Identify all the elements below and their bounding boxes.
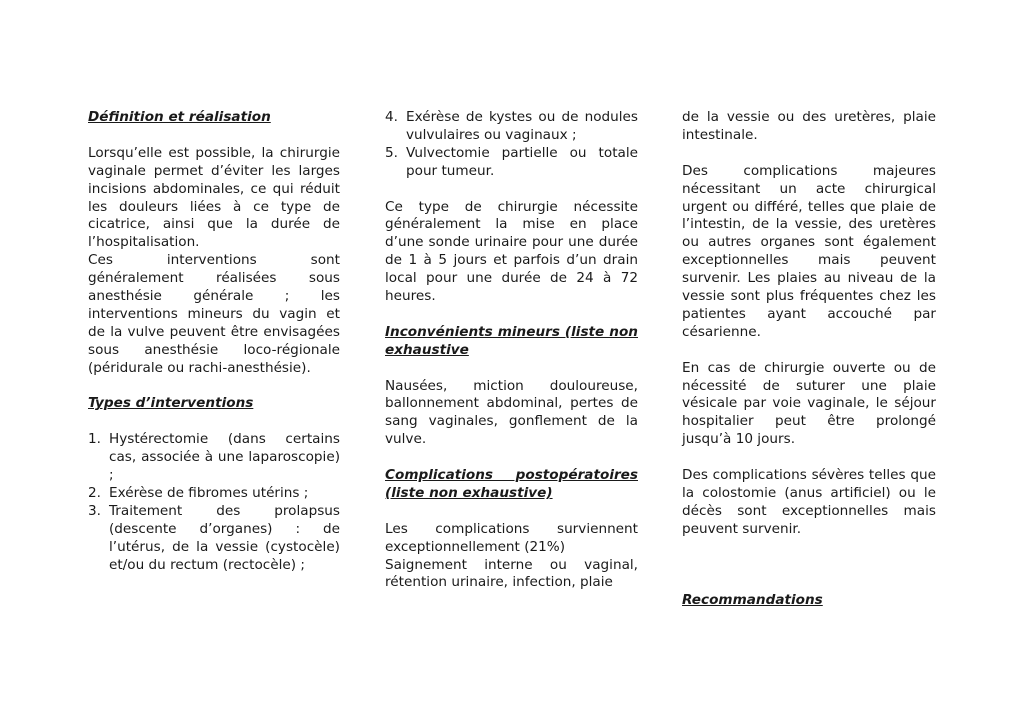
list-number: 2.	[88, 484, 101, 501]
paragraph-plaie-continued: de la vessie ou des uretères, plaie intestinale.	[682, 109, 936, 143]
heading-definition: Définition et réalisation	[88, 109, 271, 125]
types-list-continued	[385, 109, 638, 181]
list-item	[385, 145, 638, 181]
paragraph-anesthesia: Ces interventions sont généralement réalisées sous anesthésie générale ; les interventions mineurs du vagin et de la vulve peuvent être envisagées sous anesthésie loco-régionale (péridurale ou rachi-anesthésie).	[88, 252, 340, 376]
paragraph-minor-drawbacks: Nausées, miction douloureuse, ballonnement abdominal, pertes de sang vaginales, gonflement de la vulve.	[385, 377, 638, 448]
list-number: 5.	[385, 144, 398, 161]
paragraph-intro: Lorsqu’elle est possible, la chirurgie vaginale permet d’éviter les larges incisions abdominales, ce qui réduit les douleurs liées à ce type de cicatrice, ainsi que la durée de l’hospitalisation.	[88, 144, 340, 251]
paragraph-major-complications: Des complications majeures nécessitant un acte chirurgical urgent ou différé, telles que plaie de l’intestin, de la vessie, des uretères ou autres organes sont également exceptionnelles mais peuvent survenir. Les plaies au niveau de la vessie sont plus fréquentes chez les patientes ayant accouché par césarienne.	[682, 162, 936, 340]
list-item	[88, 485, 340, 503]
paragraph-complications-list: Saignement interne ou vaginal, rétention urinaire, infection, plaie	[385, 556, 638, 591]
paragraph-open-surgery: En cas de chirurgie ouverte ou de nécessité de suturer une plaie vésicale par voie vaginale, le séjour hospitalier peut être prolongé jusqu’à 10 jours.	[682, 359, 936, 448]
heading-complications: Complications postopératoires (liste non exhaustive)	[385, 467, 638, 501]
list-text: Exérèse de fibromes utérins ;	[109, 484, 309, 501]
list-item	[88, 503, 340, 575]
column-1	[88, 109, 340, 592]
list-number: 4.	[385, 109, 398, 125]
list-item	[88, 431, 340, 485]
paragraph-severe-complications: Des complications sévères telles que la colostomie (anus artificiel) ou le décès sont exceptionnelles mais peuvent survenir.	[682, 467, 936, 537]
list-number: 3.	[88, 502, 101, 519]
spacer	[682, 539, 936, 593]
column-2	[385, 109, 638, 610]
paragraph-complications-rate: Les complications surviennent exceptionnellement (21%)	[385, 520, 638, 555]
heading-minor-drawbacks: Inconvénients mineurs (liste non exhaustive	[385, 323, 638, 358]
list-text: Hystérectomie (dans certains cas, associée à une laparoscopie) ;	[109, 431, 340, 484]
column-3	[682, 109, 936, 628]
list-text: Vulvectomie partielle ou totale pour tumeur.	[406, 144, 638, 179]
list-item	[385, 109, 638, 145]
paragraph-drain: Ce type de chirurgie nécessite généralement la mise en place d’une sonde urinaire pour une durée de 1 à 5 jours et parfois d’un drain local pour une durée de 24 à 72 heures.	[385, 198, 638, 305]
list-text: Exérèse de kystes ou de nodules vulvulaires ou vaginaux ;	[406, 109, 638, 143]
types-list	[88, 431, 340, 574]
list-text: Traitement des prolapsus (descente d’organes) : de l’utérus, de la vessie (cystocèle) et/ou du rectum (rectocèle) ;	[109, 502, 340, 573]
heading-recommendations: Recommandations	[682, 592, 823, 609]
list-number: 1.	[88, 431, 101, 448]
heading-types: Types d’interventions	[88, 395, 254, 412]
